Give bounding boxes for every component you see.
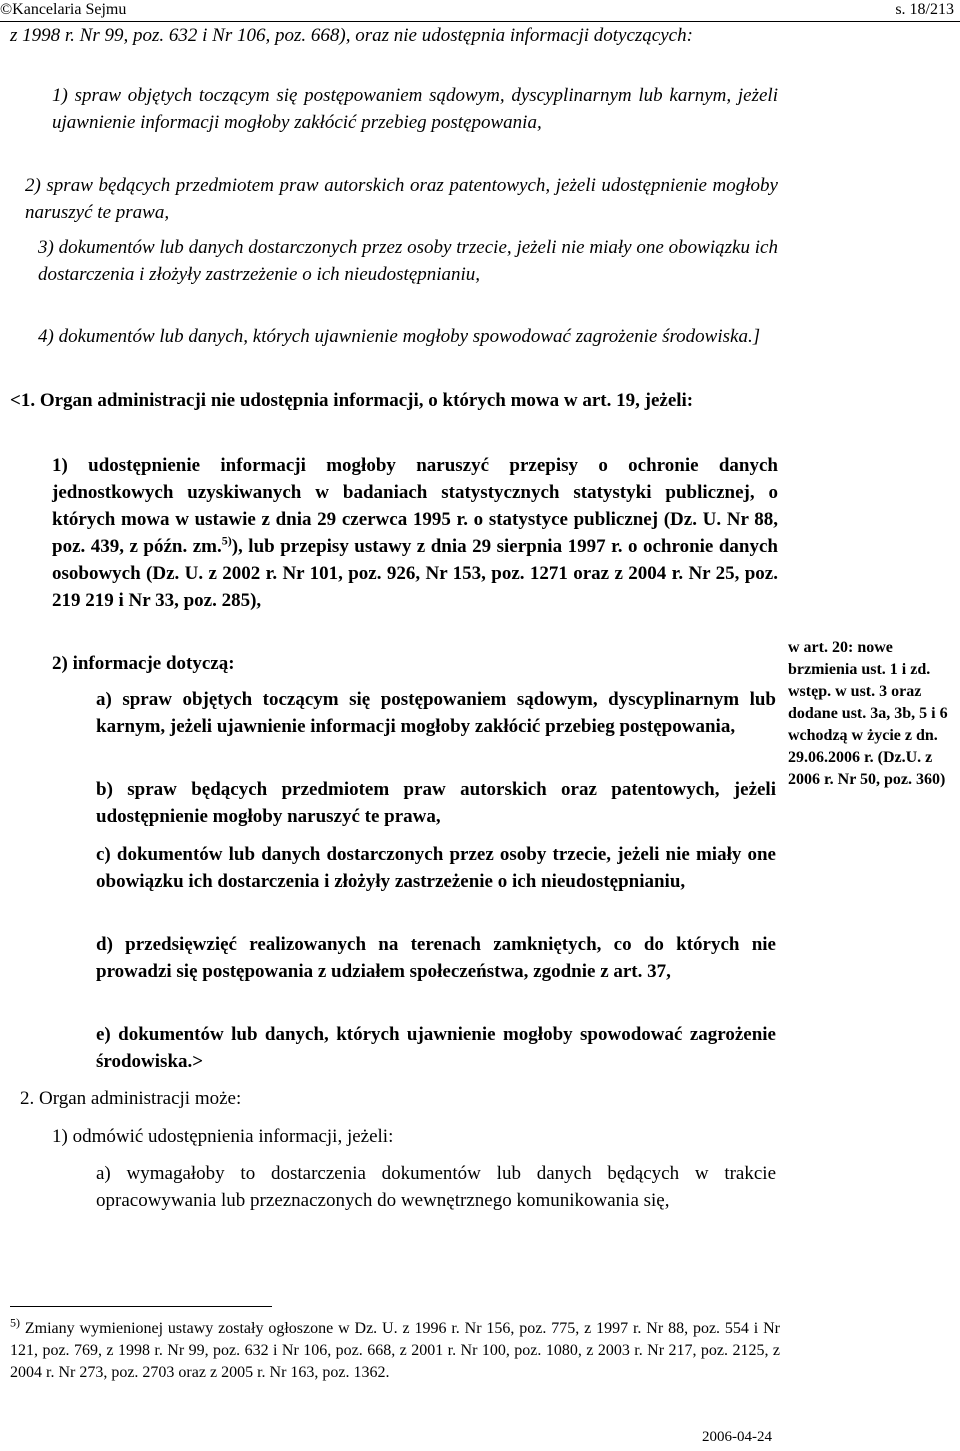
point-1-text-a: 1) udostępnienie informacji mogłoby naruszyć przepisy o ochronie danych jednostkowych uzyskiwanych w badaniach statystycznych statystyki publicznej, o których mowa w ustawie z dnia 29 czerwca 1995 r. o statystyce publicznej (Dz. U. Nr 88, poz. 439, z późn. zm. [52, 455, 778, 557]
old-item-3: 3) dokumentów lub danych dostarczonych przez osoby trzecie, jeżeli nie miały one obowiązku ich dostarczenia i złożyły zastrzeżenie o ich nieudostępnianiu, [38, 237, 778, 285]
new-art1-point-1 [52, 452, 778, 614]
old-item-2: 2) spraw będących przedmiotem praw autorskich oraz patentowych, jeżeli udostępnienie mogłoby naruszyć te prawa, [25, 175, 778, 223]
new-point-b: b) spraw będących przedmiotem praw autorskich oraz patentowych, jeżeli udostępnienie mogłoby naruszyć te prawa, [96, 779, 776, 827]
new-point-d: d) przedsięwzięć realizowanych na terenach zamkniętych, co do których nie prowadzi się postępowania z udziałem społeczeństwa, zgodnie z art. 37, [96, 934, 776, 982]
footnote-ref: 5) [221, 533, 232, 548]
new-point-c: c) dokumentów lub danych dostarczonych przez osoby trzecie, jeżeli nie miały one obowiązku ich dostarczenia i złożyły zastrzeżenie o ich nieudostępnianiu, [96, 844, 776, 892]
art2-point-a: a) wymagałoby to dostarczenia dokumentów lub danych będących w trakcie opracowywania lub przeznaczonych do wewnętrznego komunikowania się, [96, 1163, 776, 1211]
footnote-text: Zmiany wymienionej ustawy zostały ogłoszone w Dz. U. z 1996 r. Nr 156, poz. 775, z 1997 r. Nr 88, poz. 554 i Nr 121, poz. 769, z 1998 r. Nr 99, poz. 632 i Nr 106, poz. 668, z 2001 r. Nr 100, poz. 1080, z 2003 r. Nr 217, poz. 2125, z 2004 r. Nr 273, poz. 2703 oraz z 2005 r. Nr 163, poz. 1362. [10, 1320, 780, 1381]
art2-point-1: 1) odmówić udostępnienia informacji, jeżeli: [52, 1126, 394, 1147]
footnote-divider [10, 1306, 272, 1307]
page-number: s. 18/213 [895, 1, 954, 18]
page-header [0, 0, 960, 22]
point-1-text-b: ), lub przepisy ustawy z dnia 29 sierpnia 1997 r. o ochronie danych osobowych (Dz. U. z 2002 r. Nr 101, poz. 926, Nr 153, poz. 1271 oraz z 2004 r. Nr 25, poz. 219 219 i Nr 33, poz. 285), [52, 536, 778, 611]
old-intro: z 1998 r. Nr 99, poz. 632 i Nr 106, poz. 668), oraz nie udostępnia informacji dotyczących: [10, 25, 693, 46]
footnote-marker: 5) [10, 1315, 20, 1330]
margin-note: w art. 20: nowe brzmienia ust. 1 i zd. wstęp. w ust. 3 oraz dodane ust. 3a, 3b, 5 i 6 wchodzą w życie z dn. 29.06.2006 r. (Dz.U. z 2006 r. Nr 50, poz. 360) [788, 639, 948, 788]
document-date: 2006-04-24 [702, 1429, 772, 1445]
old-item-4: 4) dokumentów lub danych, których ujawnienie mogłoby spowodować zagrożenie środowiska.] [38, 326, 761, 347]
art2-lead: 2. Organ administracji może: [20, 1088, 242, 1109]
new-point-e: e) dokumentów lub danych, których ujawnienie mogłoby spowodować zagrożenie środowiska.> [96, 1024, 776, 1072]
new-point-a: a) spraw objętych toczącym się postępowaniem sądowym, dyscyplinarnym lub karnym, jeżeli ujawnienie informacji mogłoby zakłócić przebieg postępowania, [96, 689, 776, 737]
new-art1-lead: <1. Organ administracji nie udostępnia informacji, o których mowa w art. 19, jeżeli: [10, 390, 694, 411]
source-label: ©Kancelaria Sejmu [0, 1, 127, 18]
new-art1-point-2: 2) informacje dotyczą: [52, 653, 235, 674]
old-item-1: 1) spraw objętych toczącym się postępowaniem sądowym, dyscyplinarnym lub karnym, jeżeli ujawnienie informacji mogłoby zakłócić przebieg postępowania, [52, 85, 778, 133]
footnote [10, 1315, 780, 1384]
